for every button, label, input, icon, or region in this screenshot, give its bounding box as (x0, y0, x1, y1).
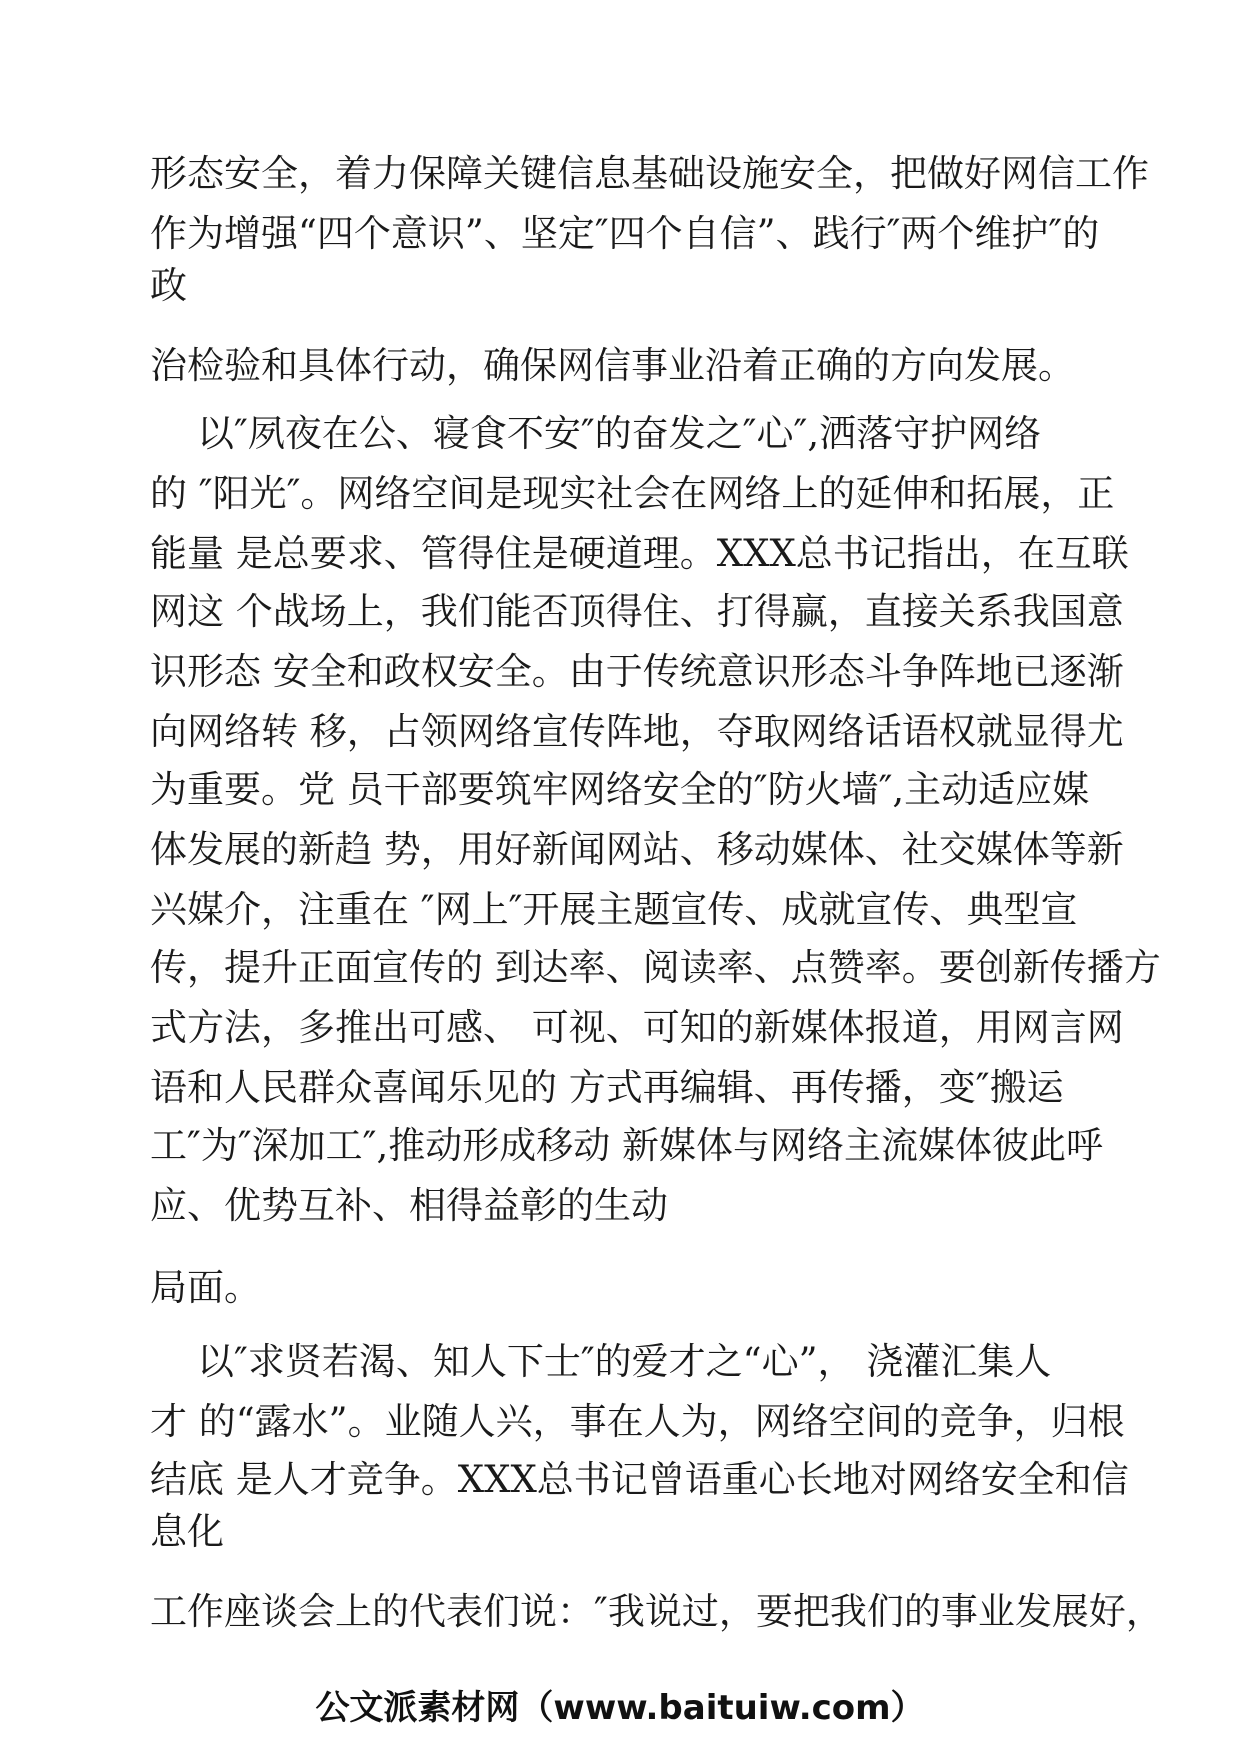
text-line: 语和人民群众喜闻乐见的 方式再编辑、再传播，变″搬运 (150, 1066, 1064, 1109)
text-line: 作为增强“四个意识”、坚定″四个自信”、践行″两个维护″的 (150, 212, 1100, 255)
text-line: 政 (150, 264, 187, 307)
text-line: 体发展的新趋 势，用好新闻网站、移动媒体、社交媒体等新 (150, 828, 1124, 871)
text-line: 以″求贤若渴、知人下士″的爱才之“心”， 浇灌汇集人 (150, 1340, 1052, 1383)
text-line: 式方法，多推出可感、 可视、可知的新媒体报道，用网言网 (150, 1006, 1124, 1049)
text-line: 息化 (150, 1510, 224, 1553)
page-footer-source: 公文派素材网（www.baituiw.com） (315, 1688, 925, 1728)
text-line: 工″为″深加工″,推动形成移动 新媒体与网络主流媒体彼此呼 (150, 1124, 1103, 1167)
text-line: 工作座谈会上的代表们说：″我说过，要把我们的事业发展好， (150, 1590, 1163, 1633)
text-line: 局面。 (150, 1266, 261, 1309)
text-line: 治检验和具体行动，确保网信事业沿着正确的方向发展。 (150, 344, 1075, 387)
text-line: 向网络转 移，占领网络宣传阵地，夺取网络话语权就显得尤 (150, 710, 1124, 753)
text-line: 以″夙夜在公、寝食不安″的奋发之″心″,洒落守护网络 (150, 412, 1042, 455)
text-line: 能量 是总要求、管得住是硬道理。XXX总书记指出，在互联 (150, 532, 1129, 575)
text-line: 应、优势互补、相得益彰的生动 (150, 1184, 668, 1227)
text-line: 形态安全，着力保障关键信息基础设施安全，把做好网信工作 (150, 152, 1149, 195)
text-line: 结底 是人才竞争。XXX总书记曾语重心长地对网络安全和信 (150, 1458, 1129, 1501)
text-line: 兴媒介，注重在 ″网上″开展主题宣传、成就宣传、典型宣 (150, 888, 1078, 931)
text-line: 为重要。党 员干部要筑牢网络安全的″防火墙″,主动适应媒 (150, 768, 1090, 811)
text-line: 的 ″阳光″。网络空间是现实社会在网络上的延伸和拓展，正 (150, 472, 1115, 515)
text-line: 网这 个战场上，我们能否顶得住、打得赢，直接关系我国意 (150, 590, 1124, 633)
text-line: 识形态 安全和政权安全。由于传统意识形态斗争阵地已逐渐 (150, 650, 1124, 693)
text-line: 传，提升正面宣传的 到达率、阅读率、点赞率。要创新传播方 (150, 946, 1161, 989)
text-line: 才 的“露水”。业随人兴，事在人为，网络空间的竞争，归根 (150, 1400, 1125, 1443)
